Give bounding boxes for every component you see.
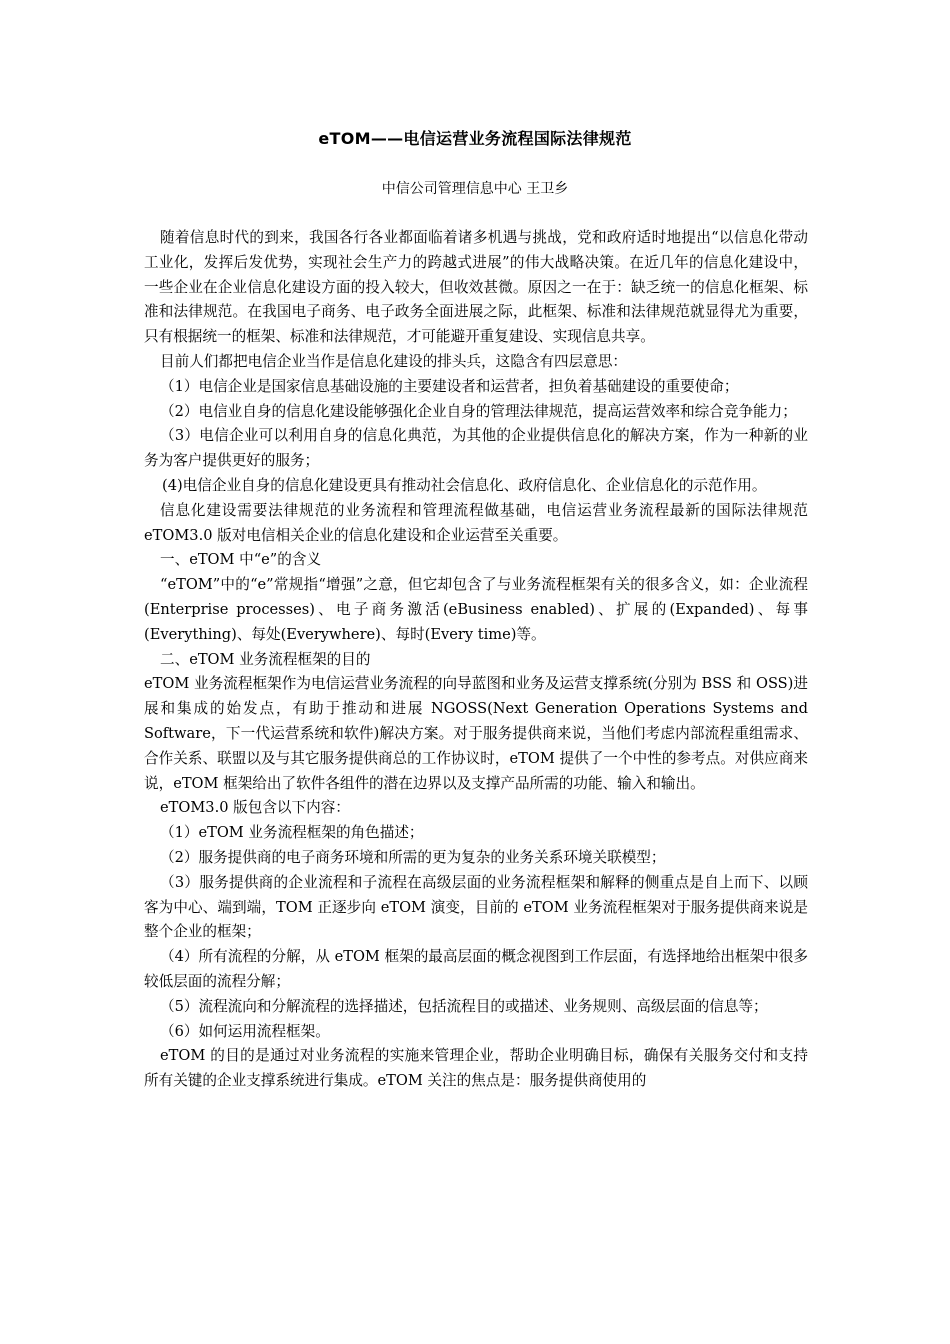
document-author: 中信公司管理信息中心 王卫乡 (381, 181, 569, 197)
list-item-3: （3）电信企业可以利用自身的信息化典范，为其他的企业提供信息化的解决方案，作为一种新的业务为客户提供更好的服务； (144, 427, 808, 470)
section-heading-2: 二、eTOM 业务流程框架的目的 (160, 650, 371, 668)
paragraph-etom30: 信息化建设需要法律规范的业务流程和管理流程做基础，电信运营业务流程最新的国际法律规范 eTOM3.0 版对电信相关企业的信息化建设和企业运营至关重要。 (144, 501, 808, 544)
paragraph-etom-goal: eTOM 的目的是通过对业务流程的实施来管理企业，帮助企业明确目标，确保有关服务交付和支持所有关键的企业支撑系统进行集成。eTOM 关注的焦点是：服务提供商使用的 (144, 1047, 808, 1090)
paragraph-intro: 随着信息时代的到来，我国各行各业都面临着诸多机遇与挑战，党和政府适时地提出“以信息化带动工业化，发挥后发优势，实现社会生产力的跨越式进展”的伟大战略决策。在近几年的信息化建设中，一些企业在企业信息化建设方面的投入较大，但收效甚微。原因之一在于：缺乏统一的信息化框架、标准和法律规范。在我国电子商务、电子政务全面进展之际，此框架、标准和法律规范就显得尤为重要，只有根据统一的框架、标准和法律规范，才可能避开重复建设、实现信息共享。 (144, 229, 808, 346)
paragraph-contents-intro: eTOM3.0 版包含以下内容： (160, 799, 350, 817)
list-item-1: （1）电信企业是国家信息基础设施的主要建设者和运营者，担负着基础建设的重要使命； (160, 377, 739, 395)
paragraph-framework-purpose: eTOM 业务流程框架作为电信运营业务流程的向导蓝图和业务及运营支撑系统(分别为 BSS 和 OSS)进展和集成的始发点，有助于推动和进展 NGOSS(Next Generation Operations Systems and Software，下一代运营系统和软件)解决方案。对于服务提供商来说，当他们考虑内部流程重组需求、合作关系、联盟以及与其它服务提供商总的工作协议时，eTOM 提供了一个中性的参考点。对供应商来说，eTOM 框架给出了软件各组件的潜在边界以及支撑产品所需的功能、输入和输出。 (144, 675, 808, 792)
section-heading-1: 一、eTOM 中“e”的含义 (160, 551, 322, 569)
list-item-4: (4)电信企业自身的信息化建设更具有推动社会信息化、政府信息化、企业信息化的示范作用。 (162, 476, 767, 494)
content-item-4: （4）所有流程的分解，从 eTOM 框架的最高层面的概念视图到工作层面，有选择地给出框架中很多较低层面的流程分解； (144, 948, 808, 990)
document-body (144, 226, 808, 1094)
content-item-6: （6）如何运用流程框架。 (160, 1022, 330, 1040)
document-title: eTOM——电信运营业务流程国际法律规范 (318, 129, 632, 148)
paragraph-four-meanings: 目前人们都把电信企业当作是信息化建设的排头兵，这隐含有四层意思： (160, 352, 628, 370)
content-item-1: （1）eTOM 业务流程框架的角色描述； (160, 824, 424, 842)
list-item-2: （2）电信业自身的信息化建设能够强化企业自身的管理法律规范，提高运营效率和综合竞争能力； (160, 402, 797, 420)
paragraph-e-meaning: “eTOM”中的“e”常规指“增强”之意，但它却包含了与业务流程框架有关的很多含义，如：企业流程(Enterprise processes)、电子商务激活(eBusiness enabled)、扩展的(Expanded)、每事(Everything)、每处(Everywhere)、每时(Every time)等。 (144, 576, 808, 643)
content-item-2: （2）服务提供商的电子商务环境和所需的更为复杂的业务关系环境关联模型； (160, 848, 666, 866)
content-item-3: （3）服务提供商的企业流程和子流程在高级层面的业务流程框架和解释的侧重点是自上而下、以顾客为中心、端到端，TOM 正逐步向 eTOM 演变，目前的 eTOM 业务流程框架对于服务提供商来说是整个企业的框架； (144, 873, 808, 941)
content-item-5: （5）流程流向和分解流程的选择描述，包括流程目的或描述、业务规则、高级层面的信息等； (160, 997, 768, 1015)
